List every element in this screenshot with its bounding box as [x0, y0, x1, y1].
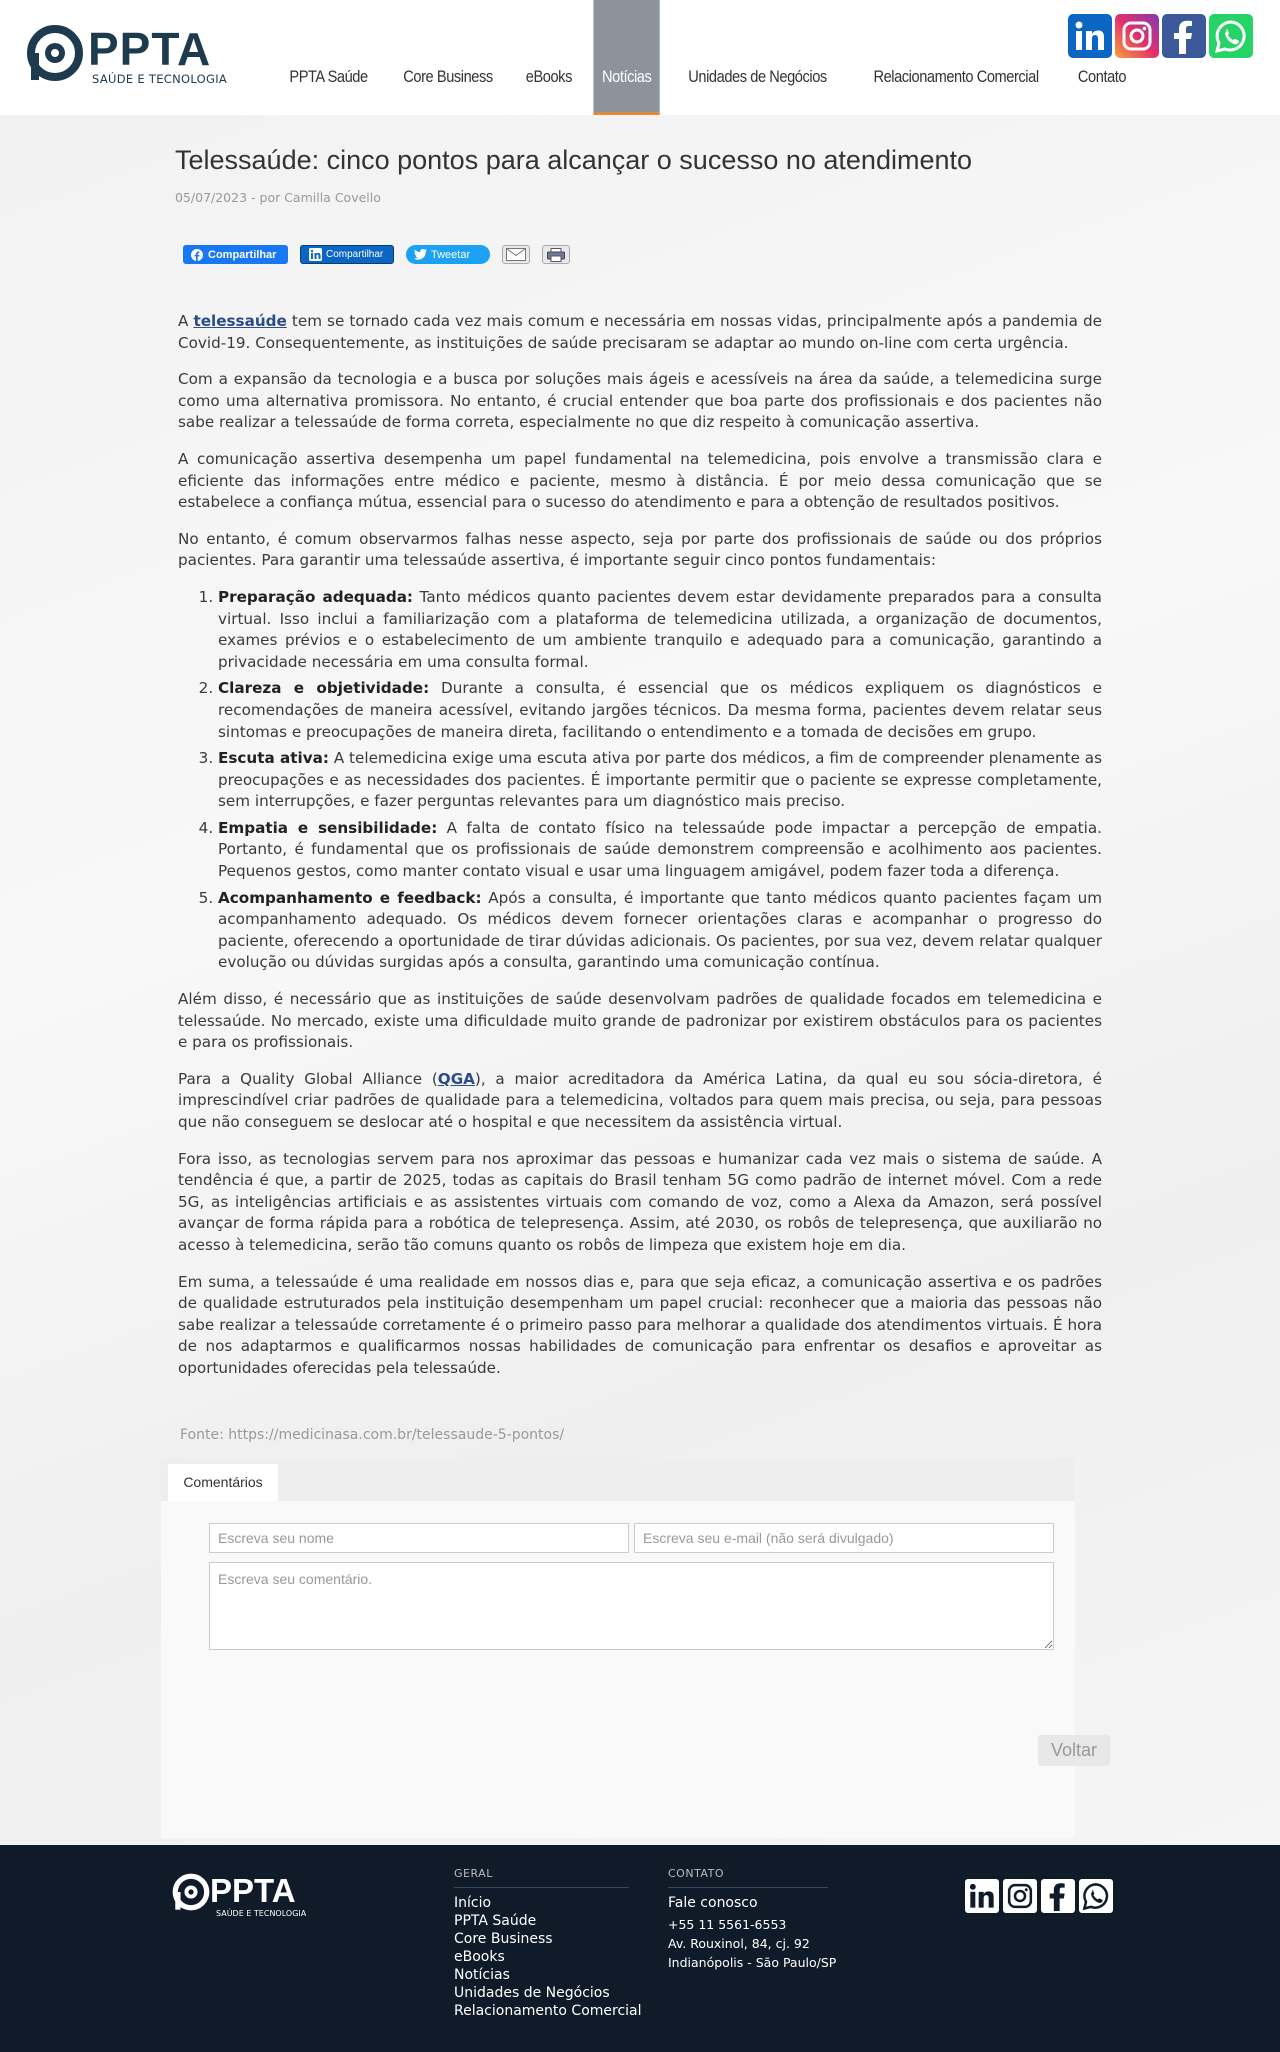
nav-item-unidades-de-negocios[interactable]: Unidades de Negócios: [688, 67, 828, 86]
site-header: [0, 0, 1280, 115]
footer-link-core-business[interactable]: Core Business: [454, 1931, 553, 1947]
paragraph: No entanto, é comum observarmos falhas nesse aspecto, seja por parte dos profissionais de saúde ou dos próprios pacientes. Para garantir uma telessaúde assertiva, é importante seguir cinco pontos fundamentais:: [178, 529, 1102, 570]
envelope-icon: [506, 248, 526, 261]
paragraph: Além disso, é necessário que as instituições de saúde desenvolvam padrões de qualidade focados em telemedicina e telessaúde. No mercado, existe uma dificuldade muito grande de padronizar por existirem obstáculos para os pacientes e para os profissionais.: [178, 990, 1102, 1052]
nav-item-noticias[interactable]: Notícias: [593, 0, 660, 115]
list-item-title: Preparação adequada:: [218, 587, 414, 606]
ppta-logo[interactable]: [26, 22, 236, 86]
header-social-links: [1068, 14, 1253, 58]
footer-address-line1: Av. Rouxinol, 84, cj. 92: [668, 1936, 810, 1951]
telessaude-link[interactable]: telessaúde: [193, 312, 287, 330]
list-item: [218, 818, 1102, 883]
footer-address-line2: Indianópolis - São Paulo/SP: [668, 1955, 837, 1970]
article-title: Telessaúde: cinco pontos para alcançar o sucesso no atendimento: [175, 145, 973, 175]
twitter-icon: [414, 249, 427, 260]
list-item: [218, 678, 1102, 743]
nav-item-ebooks[interactable]: eBooks: [525, 67, 573, 86]
tab-comentarios[interactable]: Comentários: [168, 1464, 278, 1501]
nav-item-relacionamento-comercial[interactable]: Relacionamento Comercial: [873, 67, 1039, 86]
list-item: [218, 587, 1102, 673]
paragraph: [178, 1069, 1102, 1134]
paragraph: [178, 311, 1102, 354]
footer-link-fale-conosco[interactable]: Fale conosco: [668, 1895, 758, 1911]
footer-link-ebooks[interactable]: eBooks: [454, 1949, 505, 1965]
list-item-title: Empatia e sensibilidade:: [218, 818, 438, 837]
paragraph: Com a expansão da tecnologia e a busca por soluções mais ágeis e acessíveis na área da saúde, a telemedicina surge como uma alternativa promissora. No entanto, é crucial entender que boa parte dos profissionais e dos pacientes não sabe realizar a telessaúde de forma correta, especialmente no que diz respeito à comunicação assertiva.: [178, 370, 1102, 432]
main-nav: [272, 0, 1141, 115]
facebook-icon[interactable]: [1162, 14, 1206, 58]
linkedin-icon[interactable]: [965, 1879, 999, 1913]
five-points-list: [178, 587, 1102, 974]
whatsapp-icon[interactable]: [1079, 1879, 1113, 1913]
footer-social-links: [965, 1879, 1113, 1913]
article-source: Fonte: https://medicinasa.com.br/telessaude-5-pontos/: [180, 1427, 565, 1443]
footer-logo[interactable]: [172, 1873, 322, 1923]
paragraph: Em suma, a telessaúde é uma realidade em nossos dias e, para que seja eficaz, a comunicação assertiva e os padrões de qualidade estruturados pela instituição desempenham um papel crucial: reconhecer que a maioria das pessoas não sabe realizar a telessaúde corretamente é o primeiro passo para melhorar a qualidade dos atendimentos virtuais. É hora de nos adaptarmos e qualificarmos nossas habilidades de comunicação para enfrentar os desafios e aproveitar as oportunidades oferecidas pela telessaúde.: [178, 1272, 1102, 1377]
printer-icon: [547, 248, 565, 262]
footer-link-relacionamento-comercial[interactable]: Relacionamento Comercial: [454, 2003, 642, 2019]
footer-link-unidades-de-negocios[interactable]: Unidades de Negócios: [454, 1985, 610, 2001]
list-item: [218, 748, 1102, 813]
ppta-logo-mark-icon: [26, 24, 84, 82]
article-body: [178, 311, 1102, 1395]
qga-link[interactable]: QGA: [437, 1069, 475, 1088]
linkedin-share-button[interactable]: [300, 245, 394, 264]
list-item-text: A falta de contato físico na telessaúde pode impactar a percepção de empatia. Portanto, é fundamental que os profissionais de saúde demonstrem compreensão e acolhimento aos pacientes. Pequenos gestos, como manter contato visual e usar uma linguagem amigável, podem fazer toda a diferença.: [218, 818, 1102, 881]
footer-geral-column: [454, 1867, 642, 2020]
footer-logo-subtitle: SAÚDE E TECNOLOGIA: [216, 1909, 307, 1918]
footer-link-inicio[interactable]: Início: [454, 1895, 492, 1911]
voltar-button[interactable]: Voltar: [1038, 1735, 1110, 1766]
twitter-share-label: Tweetar: [431, 248, 471, 261]
linkedin-share-label: Compartilhar: [326, 249, 384, 260]
paragraph-text: ), a maior acreditadora da América Latina, da qual eu sou sócia-diretora, é imprescindível criar padrões de qualidade para a telemedicina, voltados para quem mais precisa, ou seja, para pessoas que não conseguem se deslocar até o hospital e que necessitem da assistência virtual.: [178, 1069, 1102, 1131]
paragraph-text: A: [178, 312, 194, 330]
email-input[interactable]: [634, 1523, 1054, 1553]
footer-logo-text: PPTA: [210, 1872, 296, 1909]
list-item-title: Acompanhamento e feedback:: [218, 888, 482, 907]
whatsapp-icon[interactable]: [1209, 14, 1253, 58]
facebook-share-label: Compartilhar: [208, 248, 277, 261]
list-item-title: Escuta ativa:: [218, 749, 329, 768]
linkedin-icon[interactable]: [1068, 14, 1112, 58]
footer-phone: +55 11 5561-6553: [668, 1917, 787, 1932]
nav-item-contato[interactable]: Contato: [1078, 67, 1127, 86]
article-meta: 05/07/2023 - por Camilla Covello: [175, 190, 381, 205]
instagram-icon[interactable]: [1115, 14, 1159, 58]
footer-geral-title: GERAL: [454, 1867, 629, 1888]
comment-textarea[interactable]: [209, 1562, 1054, 1650]
comments-section: [161, 1458, 1075, 1838]
list-item-text: A telemedicina exige uma escuta ativa por parte dos médicos, a fim de compreender plenamente as preocupações e as necessidades dos pacientes. É importante permitir que o paciente se expresse completamente, sem interrupções, e fazer perguntas relevantes para um diagnóstico mais preciso.: [218, 749, 1102, 811]
ppta-logo-mark-icon: [172, 1873, 210, 1911]
twitter-share-button[interactable]: [406, 245, 490, 264]
logo-subtitle: SAÚDE E TECNOLOGIA: [92, 72, 228, 86]
paragraph-text: tem se tornado cada vez mais comum e necessária em nossas vidas, principalmente após a pandemia de Covid-19. Consequentemente, as instituições de saúde precisaram se adaptar ao mundo on-line com certa urgência.: [178, 312, 1103, 352]
nav-item-core-business[interactable]: Core Business: [403, 67, 493, 86]
email-share-button[interactable]: [502, 245, 530, 264]
comments-tabbar: [161, 1458, 1075, 1501]
footer-contato-title: CONTATO: [668, 1867, 828, 1888]
footer-contato-column: [668, 1867, 837, 1972]
site-footer: [0, 1845, 1280, 2052]
list-item: [218, 888, 1102, 974]
paragraph-text: Para a Quality Global Alliance (: [178, 1069, 438, 1088]
facebook-icon: [191, 249, 203, 261]
footer-link-noticias[interactable]: Notícias: [454, 1967, 510, 1983]
linkedin-icon: [309, 248, 322, 261]
print-button[interactable]: [542, 245, 570, 264]
share-bar: [183, 245, 570, 264]
facebook-share-button[interactable]: [183, 245, 288, 264]
logo-text: PPTA: [88, 23, 212, 75]
list-item-text: Durante a consulta, é essencial que os médicos expliquem os diagnósticos e recomendações de maneira acessível, evitando jargões técnicos. Da mesma forma, pacientes devem relatar seus sintomas e preocupações de maneira direta, facilitando o entendimento e a tomada de decisões em grupo.: [218, 679, 1102, 741]
nav-item-ppta-saude[interactable]: PPTA Saúde: [289, 67, 368, 86]
list-item-text: Após a consulta, é importante que tanto médicos quanto pacientes façam um acompanhamento adequado. Os médicos devem fornecer orientações claras e acompanhar o progresso do paciente, oferecendo a oportunidade de tirar dúvidas adicionais. Os pacientes, por sua vez, devem relatar qualquer evolução ou dúvidas surgidas após a consulta, garantindo uma comunicação contínua.: [218, 888, 1102, 972]
instagram-icon[interactable]: [1003, 1879, 1037, 1913]
list-item-text: Tanto médicos quanto pacientes devem estar devidamente preparados para a consulta virtual. Isso inclui a familiarização com a plataforma de telemedicina utilizada, a organização de documentos, exames prévios e o estabelecimento de um ambiente tranquilo e adequado para a comunicação, garantindo a privacidade necessária em uma consulta formal.: [218, 587, 1102, 671]
paragraph: A comunicação assertiva desempenha um papel fundamental na telemedicina, pois envolve a transmissão clara e eficiente das informações entre médico e paciente, mesmo à distância. É por meio dessa comunicação que se estabelece a confiança mútua, essencial para o sucesso do atendimento e para a obtenção de resultados positivos.: [178, 449, 1102, 512]
paragraph: Fora isso, as tecnologias servem para nos aproximar das pessoas e humanizar cada vez mais o sistema de saúde. A tendência é que, a partir de 2025, todas as capitais do Brasil tenham 5G como padrão de internet móvel. Com a rede 5G, as inteligências artificiais e as assistentes virtuais com comando de voz, como a Alexa da Amazon, será possível avançar de forma rápida para a robótica de telepresença. Assim, até 2030, os robôs de telepresença, que auxiliarão no acesso à telemedicina, serão tão comuns quanto os robôs de limpeza que existem hoje em dia.: [178, 1149, 1102, 1254]
list-item-title: Clareza e objetividade:: [218, 679, 430, 698]
footer-link-ppta-saude[interactable]: PPTA Saúde: [454, 1913, 537, 1929]
facebook-icon[interactable]: [1041, 1879, 1075, 1913]
name-input[interactable]: [209, 1523, 629, 1553]
